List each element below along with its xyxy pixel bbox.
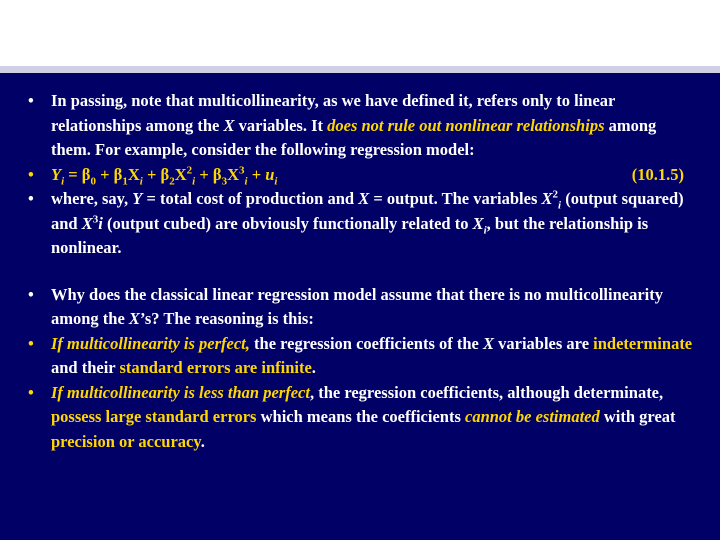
bullet-why-assume [0,283,720,332]
bullet-perfect-multicollinearity [0,332,720,381]
text: . [311,358,316,377]
subscript: i [483,223,487,236]
text: i [98,213,103,233]
equation-subscript: i [274,174,278,187]
equation-text: + β [195,164,222,184]
bullet-variable-definitions [0,187,720,261]
equation-number: (10.1.5) [631,164,684,184]
highlight-text: standard errors are infinite [119,358,312,377]
text: which means the coefficients [256,407,465,426]
bullet-list [0,89,720,454]
highlight-text: cannot be estimated [465,407,600,426]
text: the regression coefficients of the [249,333,483,353]
text: , the regression coefficients, although determinate, [309,382,664,402]
superscript: 2 [552,188,559,201]
highlight-text: precision or accuracy [51,431,201,451]
text: and their [51,358,120,377]
text: X [223,115,235,135]
text: . [200,431,205,451]
bullet-icon: • [28,333,34,353]
slide-body [0,73,720,540]
text: where, say, [51,189,133,208]
bullet-nonlinear-note [0,89,720,163]
text: X [483,333,495,353]
superscript: 3 [92,213,99,225]
highlight-text: If multicollinearity is less than perfect [51,382,310,402]
bullet-equation [0,163,720,188]
spacer [0,261,720,283]
equation-text: + β [96,164,123,184]
text: with great [599,407,676,426]
equation-subscript: i [244,174,248,187]
highlight-text: possess large standard errors [51,407,257,426]
equation-subscript: i [139,174,143,187]
equation-subscript: i [61,174,65,187]
highlight-text: indeterminate [593,333,693,353]
bullet-icon: • [28,164,34,184]
bullet-icon: • [28,189,34,208]
equation-subscript: 1 [122,174,128,187]
equation-subscript: 0 [90,174,97,187]
text: X [81,213,93,233]
equation-symbol: X [127,164,140,184]
text: , but the relationship is nonlinear. [51,213,649,257]
text: variables. It [234,115,328,135]
text: variables are [494,333,594,353]
equation-symbol: X [227,164,239,184]
equation-subscript: 3 [221,174,228,187]
text: = output. The variables [369,189,542,208]
header-rule [0,66,720,73]
text: X [128,309,140,328]
text: X [358,189,370,208]
highlight-text: If multicollinearity is perfect, [51,333,250,353]
text: X [472,213,484,233]
text: (output squared) and [51,189,684,233]
equation-symbol: X [174,164,187,184]
equation-text: = β [64,164,91,184]
equation-superscript: 2 [186,164,193,176]
text: X [541,189,553,208]
equation-superscript: 3 [238,164,245,176]
slide-title-area [0,0,720,66]
text: (output cubed) are obviously functionally related to [102,213,473,233]
text: ’s? The reasoning is this: [139,309,314,328]
text: In passing, note that multicollinearity, as we have defined it, refers only to linear relationships among the [51,91,616,135]
text: Y [132,189,143,208]
text: = total cost of production and [142,189,359,208]
subscript: i [558,199,562,212]
equation-symbol: Y [51,164,62,184]
text: Why does the classical linear regression model assume that there is no multicollinearity among the [51,284,663,328]
bullet-icon: • [28,91,34,110]
equation-text: + u [247,164,275,184]
bullet-icon: • [28,382,34,402]
bullet-icon: • [28,284,34,304]
bullet-imperfect-multicollinearity [0,381,720,455]
highlight-text: does not rule out nonlinear relationships [327,115,605,135]
equation-text: + β [142,164,170,184]
equation-subscript: 2 [169,174,175,187]
text: among them. For example, consider the following regression model: [51,115,657,159]
equation-subscript: i [192,174,196,187]
